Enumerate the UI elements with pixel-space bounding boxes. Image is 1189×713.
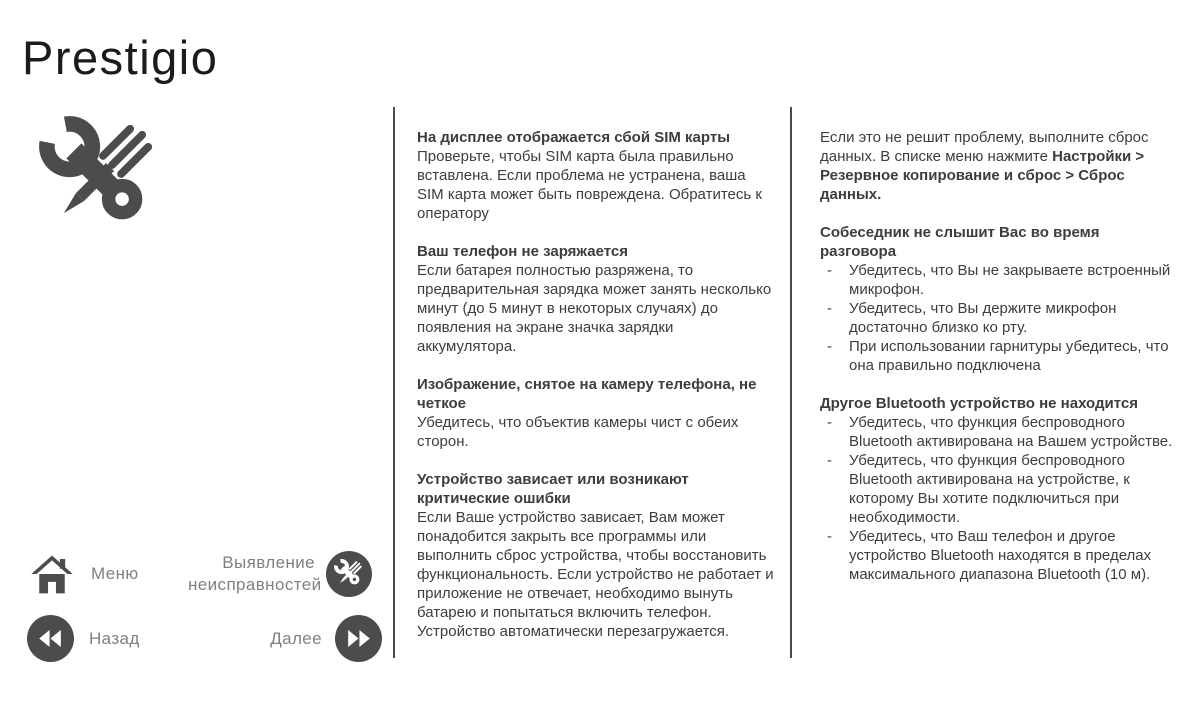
nav-menu-button[interactable]	[30, 552, 139, 596]
rewind-icon[interactable]	[27, 615, 74, 662]
prestigio-logo: Prestigio	[22, 31, 219, 84]
section-body: Если батарея полностью разряжена, то предварительная зарядка может занять несколько минут (до 5 минут в некоторых случаях) до появления на экране значка зарядки аккумулятора.	[417, 262, 772, 355]
section-body	[820, 128, 1178, 204]
nav-troubleshooting-indicator[interactable]	[188, 551, 372, 597]
column-divider-right	[790, 107, 792, 658]
section-not-charging	[417, 242, 775, 356]
troubleshooting-column-middle	[417, 128, 775, 660]
bullet-item: - Убедитесь, что Вы не закрываете встроенный микрофон.	[820, 261, 1178, 299]
wrench-screwdriver-icon	[24, 106, 176, 248]
bullet-item: - Убедитесь, что Ваш телефон и другое устройство Bluetooth находятся в пределах максимального диапазона Bluetooth (10 м).	[820, 527, 1178, 584]
section-body: Если Ваше устройство зависает, Вам может понадобится закрыть все программы или выполнить сброс устройства, чтобы восстановить функциональность. Если устройство не работает и приложение не отвечает, необходимо вынуть батарею и попытаться включить телефон. Устройство автоматически перезагружается.	[417, 509, 774, 640]
section-title: Собеседник не слышит Вас во время разговора	[820, 224, 1100, 260]
section-mic-not-heard	[820, 223, 1178, 375]
bullet-item: - Убедитесь, что функция беспроводного Bluetooth активирована на устройстве, к которому Вы хотите подключиться при необходимости.	[820, 451, 1178, 527]
bullet-list	[820, 261, 1178, 375]
column-divider-left	[393, 107, 395, 658]
nav-menu-label: Меню	[91, 564, 139, 583]
nav-next-label: Далее	[270, 628, 322, 648]
section-sim-failure	[417, 128, 775, 223]
nav-back-label: Назад	[89, 628, 140, 648]
nav-back-button[interactable]	[27, 615, 140, 662]
section-camera-blurry	[417, 375, 775, 451]
section-device-freezes	[417, 470, 775, 641]
section-title: Ваш телефон не заряжается	[417, 243, 628, 260]
reset-text-normal: Если это не решит проблему, выполните сброс данных. В списке меню нажмите	[820, 129, 1149, 165]
section-data-reset	[820, 128, 1178, 204]
bullet-item: - При использовании гарнитуры убедитесь, что она правильно подключена	[820, 337, 1178, 375]
section-title: Другое Bluetooth устройство не находится	[820, 395, 1139, 412]
reset-text-bold: Настройки > Резервное копирование и сброс > Сброс данных.	[820, 148, 1145, 203]
section-title: Устройство зависает или возникают критические ошибки	[417, 471, 689, 507]
section-title: На дисплее отображается сбой SIM карты	[417, 129, 731, 146]
nav-next-button[interactable]	[236, 615, 382, 662]
fast-forward-icon[interactable]	[335, 615, 382, 662]
bullet-list	[820, 413, 1178, 584]
section-body: Проверьте, чтобы SIM карта была правильно вставлена. Если проблема не устранена, ваша SIM карта может быть повреждена. Обратитесь к оператору	[417, 148, 762, 222]
nav-troubleshooting-label: Выявление неисправностей	[188, 553, 322, 594]
section-bluetooth-not-found	[820, 394, 1178, 584]
bullet-item: - Убедитесь, что функция беспроводного Bluetooth активирована на Вашем устройстве.	[820, 413, 1178, 451]
section-title: Изображение, снятое на камеру телефона, не четкое	[417, 376, 757, 412]
section-body: Убедитесь, что объектив камеры чист с обеих сторон.	[417, 414, 739, 450]
tools-badge-icon[interactable]	[326, 551, 372, 597]
troubleshooting-column-right	[820, 128, 1178, 603]
bullet-item: - Убедитесь, что Вы держите микрофон достаточно близко ко рту.	[820, 299, 1178, 337]
home-icon[interactable]	[30, 552, 74, 596]
